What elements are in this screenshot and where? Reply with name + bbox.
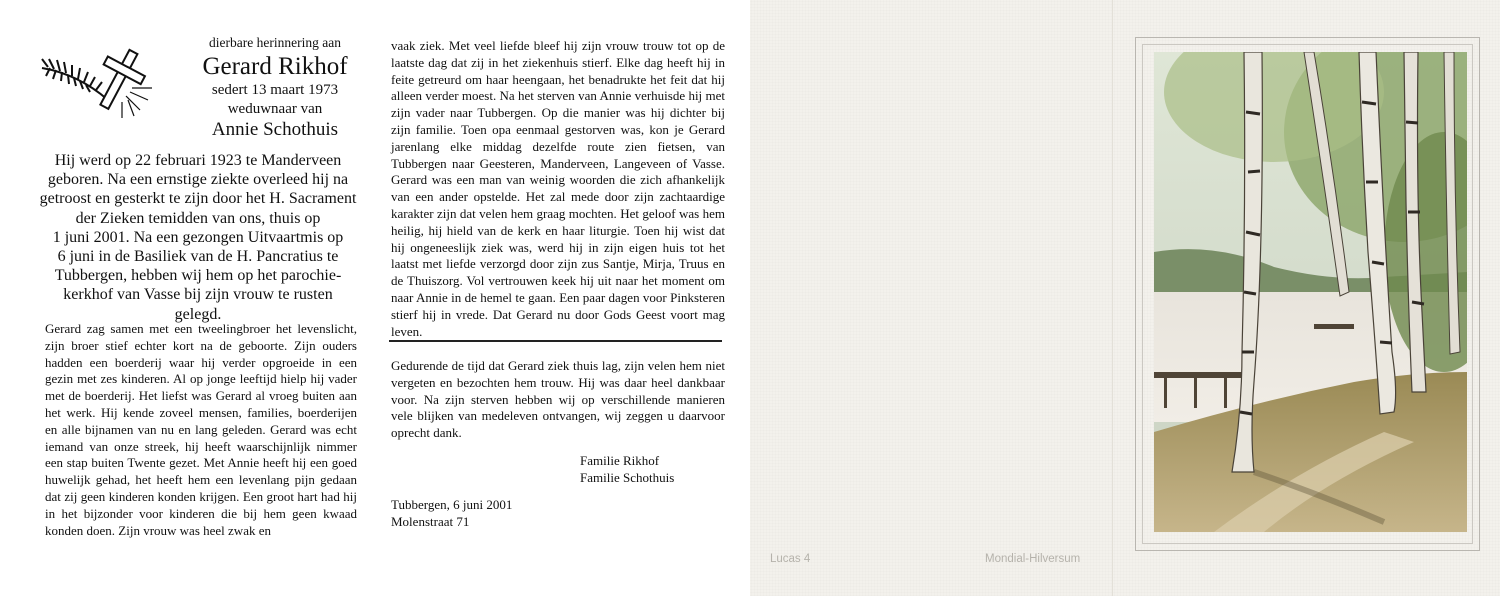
header-widower: weduwnaar van [227,101,323,117]
intro-line: der Zieken temidden van ons, thuis op [75,209,321,227]
credit-right: Mondial-Hilversum [985,553,1081,565]
life-story-part-2: vaak ziek. Met veel liefde bleef hij zijn vrouw trouw tot op de laatste dag dat zij in het ziekenhuis stierf. Elke dag heeft hij in feite getreurd om haar heengaan, het benadrukte het feit dat hij alleen verder moest. Na het sterven van Annie verhuisde hij met zijn vader naar Tubbergen. Op die manier was hij dichter bij zijn familie. Toen opa eenmaal gestorven was, kon je Gerard jarenlang elke middag dezelfde route zien fietsen, van Tubbergen naar Geesteren, Manderveen, Langeveen of Vasse. Gerard was een man van weinig woorden die zich afhankelijk van een ander opstelde. Het zal mede door zijn zachtaardige karakter zijn dat velen hem graag mochten. Het geloof was hem heilig, hij hield van de kerk en haar liturgie. Toen hij wist dat hij ongeneeslijk ziek was, werd hij in zijn eigen huis tot het laatst met liefde verzorgd door zijn zus Santje, Mirja, Truus en de Thuiszorg. Vol vertrouwen keek hij uit naar het moment om naar Annie in de hemel te gaan. Een paar dagen voor Pinksteren stierf hij in vrede. Dat Gerard nu door Gods Geest voort mag leven. [391,38,725,339]
address: Molenstraat 71 [391,514,470,529]
credit-left: Lucas 4 [770,553,811,565]
place-and-date: Tubbergen, 6 juni 2001 [391,497,513,512]
intro-line: Hij werd op 22 februari 1923 te Manderveen [54,152,342,169]
card-panel-left [0,0,375,596]
header-since: sedert 13 maart 1973 [211,82,339,98]
intro-line: kerkhof van Vasse bij zijn vrouw te rusten gelegd. [63,286,333,323]
birch-trees-lake-photo [1154,52,1467,532]
life-story-part-1: Gerard zag samen met een tweelingbroer het levenslicht, zijn broer stief echter kort na de geboorte. Zijn ouders hadden een boerderij waar hij verder opgroeide in een gezin met zes kinderen. Al op jonge leeftijd hielp hij vader met de boerderij. Het liefst was Gerard al vroeg buiten aan het werk. Hij kende zoveel mensen, families, boerderijen en alle bijnamen van nu en lang geleden. Gerard was echt iemand van onze streek, hij heeft waarschijnlijk nimmer een stap buiten Twente gezet. Met Annie heeft hij een goed huwelijk gehad, het heeft hem een levenlang pijn gedaan dat zij geen kinderen konden krijgen. Een groot hart had hij in het bijzonder voor kinderen die bij hem geen kwaad konden doen. Zijn vrouw was heel zwak en [45,321,357,538]
header-pre: dierbare herinnering aan [209,35,341,50]
card-cover [750,0,1500,596]
thanks-paragraph: Gedurende de tijd dat Gerard ziek thuis lag, zijn velen hem niet vergeten en bezochten hem trouw. Hij was daar heel dankbaar voor. Na zijn sterven hebben wij op verschillende manieren vele blijken van medeleven ontvangen, wij zeggen u daarvoor oprecht dank. [391,358,725,441]
intro-line: 6 juni in de Basiliek van de H. Pancratius te [57,248,339,266]
family-signature-2: Familie Schothuis [580,470,675,485]
divider-line [389,340,722,342]
cross-with-palm-icon [38,40,158,120]
deceased-name: Gerard Rikhof [202,53,348,80]
intro-paragraph [38,151,358,324]
wife-name: Annie Schothuis [211,119,339,140]
intro-line: 1 juni 2001. Na een gezongen Uitvaartmis op [52,228,344,246]
intro-line: Tubbergen, hebben wij hem op het parochie- [54,267,342,285]
family-signature-1: Familie Rikhof [580,453,660,468]
card-fold-line [1112,0,1113,596]
intro-line: getroost en gesterkt te zijn door het H. Sacrament [39,190,357,208]
intro-line: geboren. Na een ernstige ziekte overleed hij na [47,171,349,189]
card-panel-middle [375,0,750,596]
